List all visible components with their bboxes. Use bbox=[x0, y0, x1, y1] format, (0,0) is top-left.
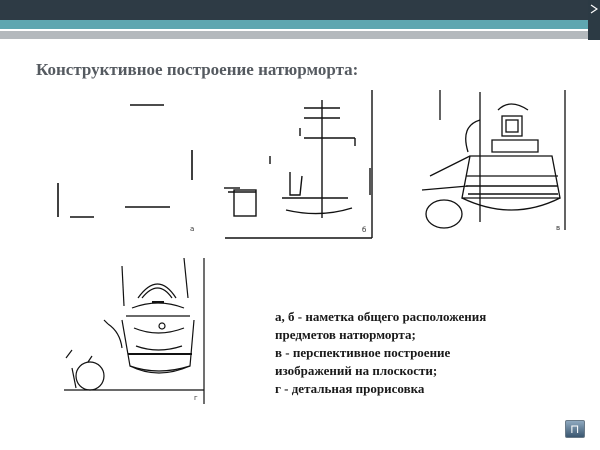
corner-arrow-icon bbox=[590, 4, 598, 14]
caption-text bbox=[275, 308, 486, 398]
figure-d-sketch bbox=[64, 258, 214, 406]
figure-b-sketch bbox=[220, 90, 375, 240]
slide-title: Конструктивное построение натюрморта: bbox=[36, 60, 359, 79]
figure-a-label: а bbox=[190, 225, 195, 233]
caption-line: изображений на плоскости; bbox=[275, 363, 438, 378]
figure-c-sketch bbox=[420, 90, 570, 238]
caption-line: г - детальная прорисовка bbox=[275, 381, 425, 396]
caption-line: предметов натюрморта; bbox=[275, 327, 416, 342]
caption-line: а, б - наметка общего расположения bbox=[275, 309, 487, 324]
slide-corner-tab bbox=[588, 0, 600, 40]
header-teal-band bbox=[0, 20, 600, 29]
header-gray-band bbox=[0, 31, 600, 39]
figure-a-sketch bbox=[50, 95, 200, 235]
header-dark-band bbox=[0, 0, 600, 20]
figure-c-label: в bbox=[556, 224, 561, 232]
caption-line: в - перспективное построение bbox=[275, 345, 451, 360]
figure-b-label: б bbox=[362, 226, 367, 234]
sound-speaker-icon: ⊓ bbox=[570, 422, 580, 436]
figure-d-label: г bbox=[194, 394, 198, 402]
sound-speaker-button[interactable] bbox=[565, 420, 585, 438]
